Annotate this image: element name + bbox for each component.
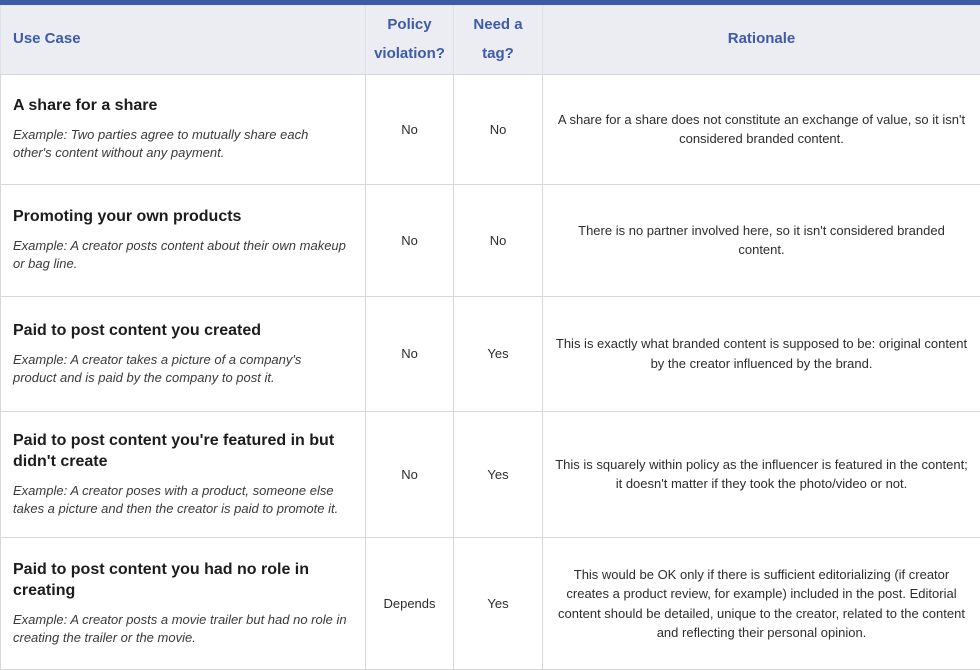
column-header-need-tag: Need a tag? [454, 3, 543, 75]
rationale-text: This would be OK only if there is sufficient editorializing (if creator creates a product review, for example) included in the post. Editorial content should be detailed, unique to the creator, related to the content and reflecting their personal opinion. [543, 538, 980, 670]
use-case-title: Paid to post content you're featured in but didn't create [13, 432, 335, 470]
rationale-text: There is no partner involved here, so it isn't considered branded content. [543, 184, 980, 297]
use-case-title: Paid to post content you had no role in creating [13, 561, 309, 599]
policy-violation-value: No [366, 297, 454, 412]
policy-violation-value: No [366, 184, 454, 297]
rationale-text: This is squarely within policy as the influencer is featured in the content; it doesn't matter if they took the photo/video or not. [543, 411, 980, 538]
need-tag-value: No [454, 184, 543, 297]
column-header-rationale: Rationale [543, 3, 980, 75]
need-tag-value: Yes [454, 297, 543, 412]
use-case-example: Example: A creator posts a movie trailer but had no role in creating the trailer or the movie. [13, 611, 347, 645]
use-case-cell [1, 184, 366, 297]
use-case-example: Example: Two parties agree to mutually share each other's content without any payment. [13, 126, 309, 161]
policy-violation-value: No [366, 411, 454, 538]
header-row [1, 3, 980, 75]
use-case-title: Paid to post content you created [13, 321, 262, 339]
need-tag-value: Yes [454, 411, 543, 538]
policy-violation-value: No [366, 75, 454, 185]
table-row [1, 538, 980, 670]
use-case-example: Example: A creator poses with a product, someone else takes a picture and then the creator is paid to promote it. [13, 482, 339, 516]
use-case-example: Example: A creator posts content about their own makeup or bag line. [13, 238, 346, 272]
table-row [1, 184, 980, 297]
column-header-policy-violation: Policy violation? [366, 3, 454, 75]
use-case-cell [1, 411, 366, 538]
use-case-example: Example: A creator takes a picture of a company's product and is paid by the company to post it. [13, 351, 302, 385]
column-header-use-case: Use Case [1, 3, 366, 75]
use-case-cell [1, 75, 366, 185]
use-case-cell [1, 297, 366, 412]
need-tag-value: Yes [454, 538, 543, 670]
policy-violation-value: Depends [366, 538, 454, 670]
table-row [1, 411, 980, 538]
use-case-title: A share for a share [13, 97, 158, 115]
use-case-title: Promoting your own products [13, 208, 242, 226]
use-case-cell [1, 538, 366, 670]
table-row [1, 75, 980, 185]
table-row [1, 297, 980, 412]
need-tag-value: No [454, 75, 543, 185]
rationale-text: A share for a share does not constitute an exchange of value, so it isn't considered branded content. [543, 75, 980, 185]
rationale-text: This is exactly what branded content is supposed to be: original content by the creator influenced by the brand. [543, 297, 980, 412]
